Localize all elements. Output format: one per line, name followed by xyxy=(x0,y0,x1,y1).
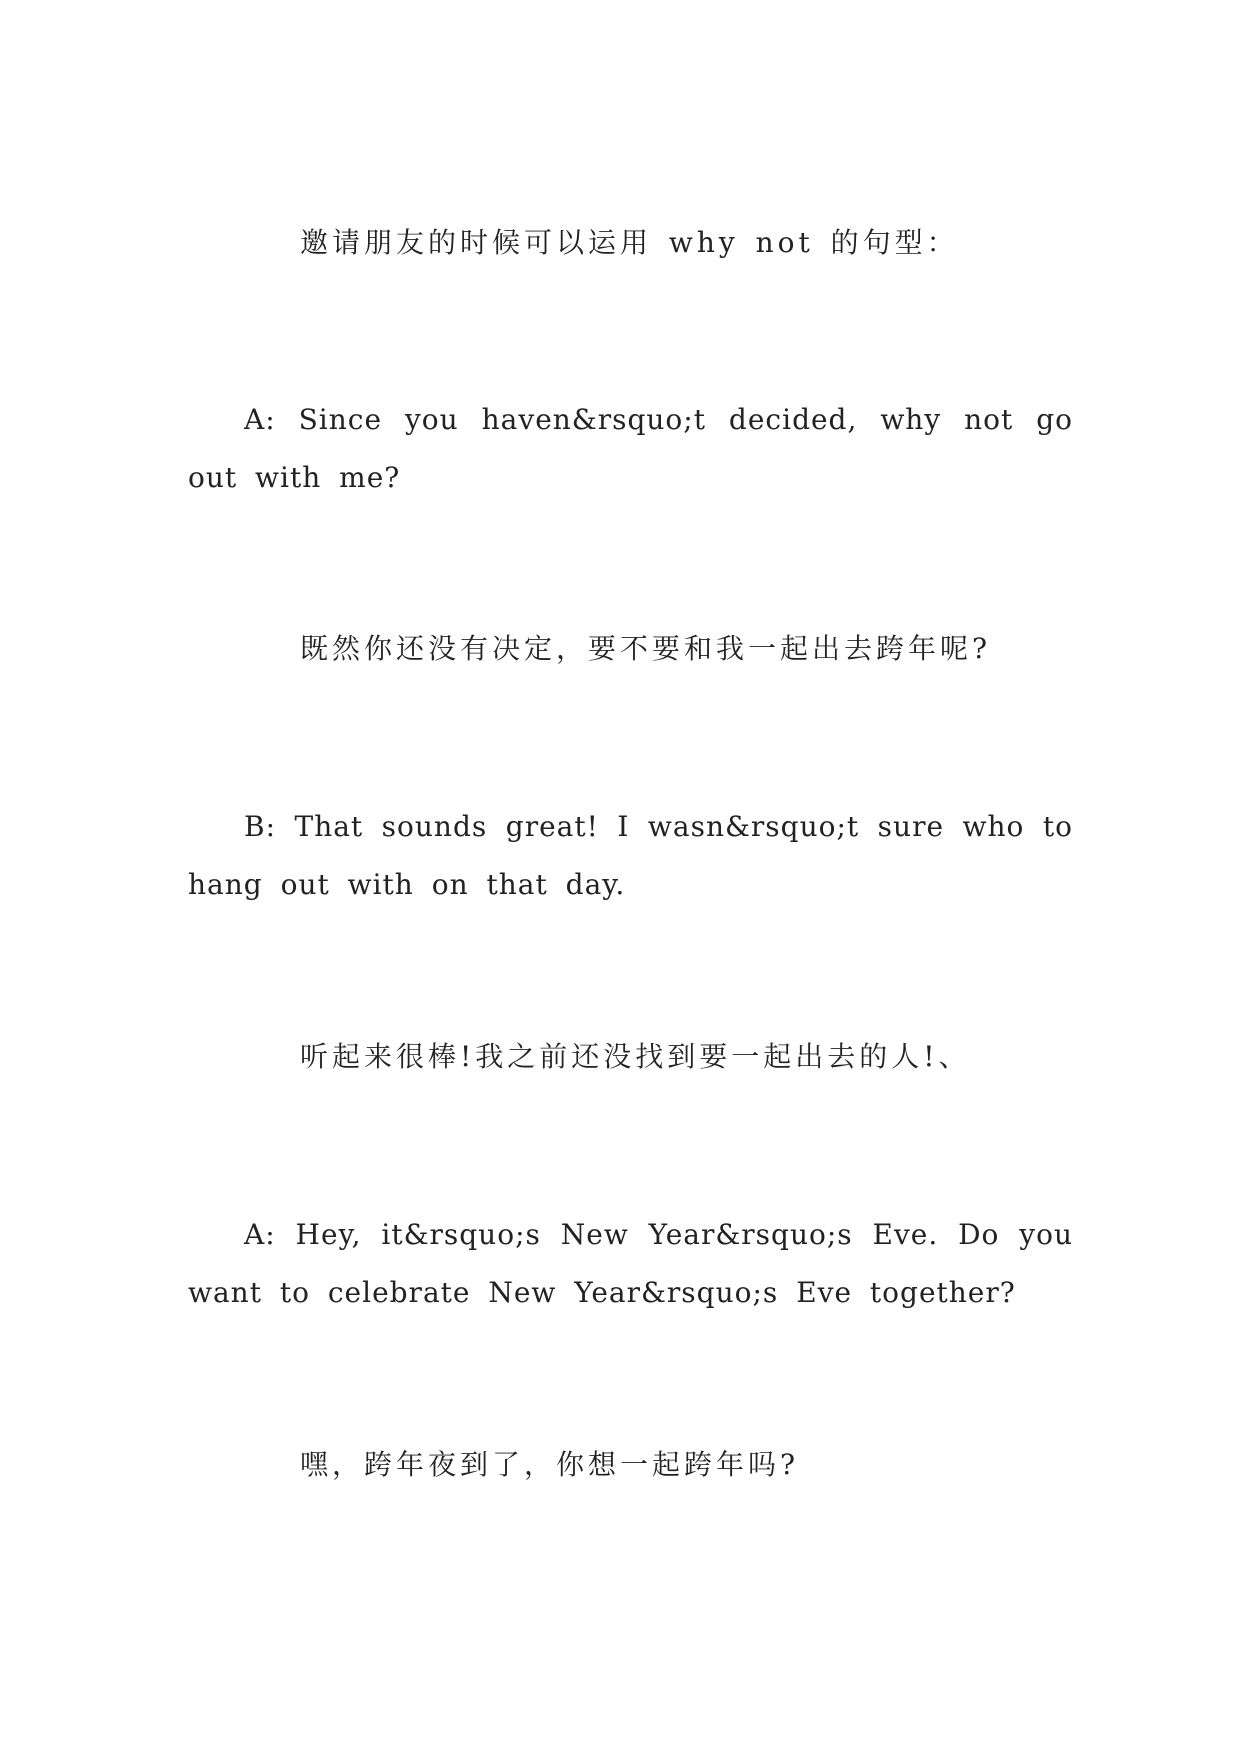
intro-paragraph: 邀请朋友的时候可以运用 why not 的句型： xyxy=(300,226,959,259)
dialogue-b-english: B: That sounds great! I wasn&rsquo;t sure who to hang out with on that day. xyxy=(188,810,1073,901)
dialogue-a-english-1: A: Since you haven&rsquo;t decided, why not go out with me? xyxy=(188,403,1073,494)
dialogue-b-chinese: 听起来很棒!我之前还没找到要一起出去的人!、 xyxy=(300,1040,971,1073)
dialogue-a-chinese-2: 嘿，跨年夜到了，你想一起跨年吗? xyxy=(300,1448,800,1481)
dialogue-a-chinese-1: 既然你还没有决定，要不要和我一起出去跨年呢? xyxy=(300,632,992,665)
dialogue-a-english-2: A: Hey, it&rsquo;s New Year&rsquo;s Eve. Do you want to celebrate New Year&rsquo;s Eve together? xyxy=(188,1218,1073,1309)
